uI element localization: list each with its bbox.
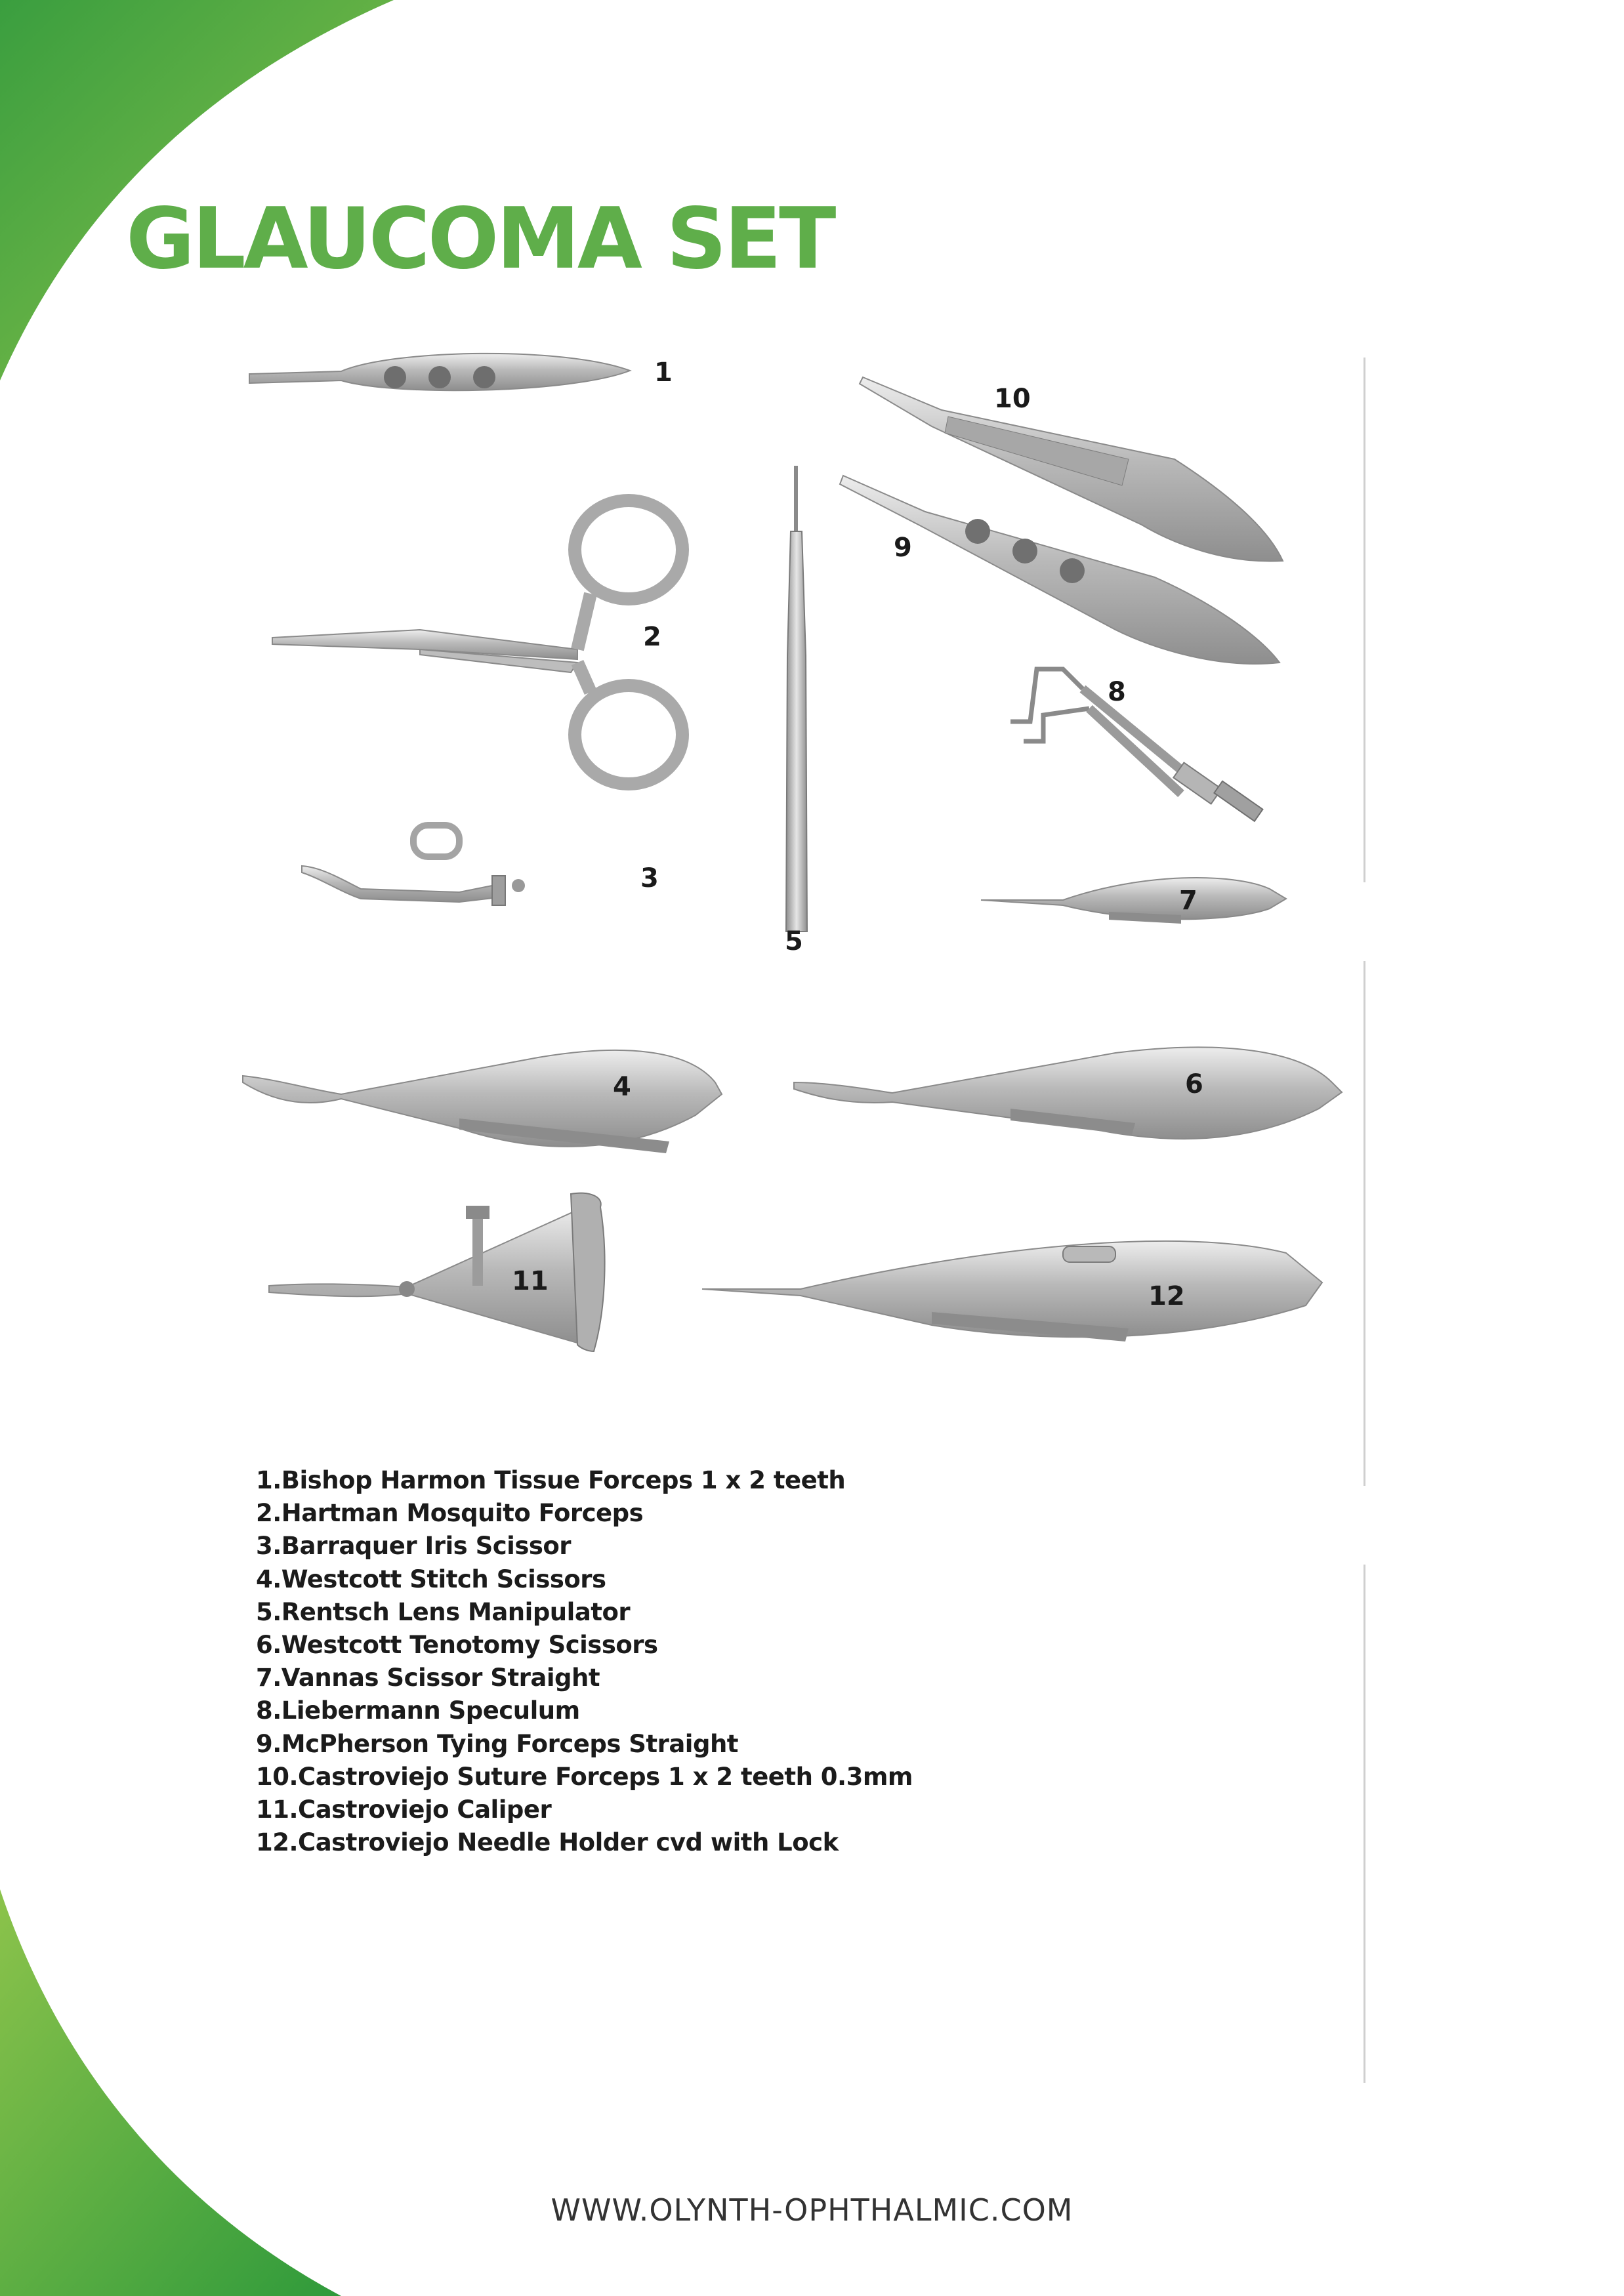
figure-number-12: 12 bbox=[1148, 1281, 1185, 1311]
list-item: 8.Liebermann Speculum bbox=[256, 1696, 580, 1725]
westcott-tenotomy-scissors-image bbox=[794, 1047, 1342, 1139]
rentsch-lens-manipulator-image bbox=[786, 466, 807, 932]
list-item: 12.Castroviejo Needle Holder cvd with Lock bbox=[256, 1828, 839, 1857]
figure-number-8: 8 bbox=[1108, 677, 1126, 707]
page-title: GLAUCOMA SET bbox=[126, 190, 834, 288]
list-item: 9.McPherson Tying Forceps Straight bbox=[256, 1729, 738, 1758]
bishop-harmon-forceps-image bbox=[249, 354, 630, 390]
figure-number-5: 5 bbox=[785, 926, 803, 956]
barraquer-iris-scissor-image bbox=[302, 825, 525, 905]
liebermann-speculum-image bbox=[1010, 669, 1262, 821]
list-item: 7.Vannas Scissor Straight bbox=[256, 1664, 600, 1692]
castroviejo-needle-holder-image bbox=[702, 1241, 1322, 1342]
list-item: 2.Hartman Mosquito Forceps bbox=[256, 1499, 644, 1528]
list-item: 5.Rentsch Lens Manipulator bbox=[256, 1597, 631, 1626]
figure-number-10: 10 bbox=[994, 384, 1031, 414]
hartman-mosquito-forceps-image bbox=[272, 501, 682, 784]
figure-number-11: 11 bbox=[512, 1266, 549, 1296]
list-item: 6.Westcott Tenotomy Scissors bbox=[256, 1630, 658, 1659]
list-item: 1.Bishop Harmon Tissue Forceps 1 x 2 teeth bbox=[256, 1466, 846, 1494]
figure-number-4: 4 bbox=[613, 1072, 631, 1102]
list-item: 10.Castroviejo Suture Forceps 1 x 2 teeth 0.3mm bbox=[256, 1762, 913, 1791]
castroviejo-caliper-image bbox=[269, 1193, 605, 1351]
westcott-stitch-scissors-image bbox=[243, 1050, 722, 1153]
figure-number-3: 3 bbox=[640, 863, 659, 893]
vannas-scissor-image bbox=[981, 878, 1286, 924]
figure-number-7: 7 bbox=[1179, 886, 1197, 916]
list-item: 4.Westcott Stitch Scissors bbox=[256, 1565, 606, 1593]
figure-number-1: 1 bbox=[654, 358, 673, 388]
figure-number-6: 6 bbox=[1185, 1069, 1203, 1099]
figure-number-2: 2 bbox=[643, 622, 661, 652]
instrument-list bbox=[256, 1464, 913, 1859]
footer-website: WWW.OLYNTH-OPHTHALMIC.COM bbox=[551, 2192, 1073, 2228]
figure-number-9: 9 bbox=[894, 533, 912, 563]
list-item: 3.Barraquer Iris Scissor bbox=[256, 1532, 572, 1561]
list-item: 11.Castroviejo Caliper bbox=[256, 1795, 552, 1824]
castroviejo-suture-forceps-image bbox=[860, 377, 1283, 562]
